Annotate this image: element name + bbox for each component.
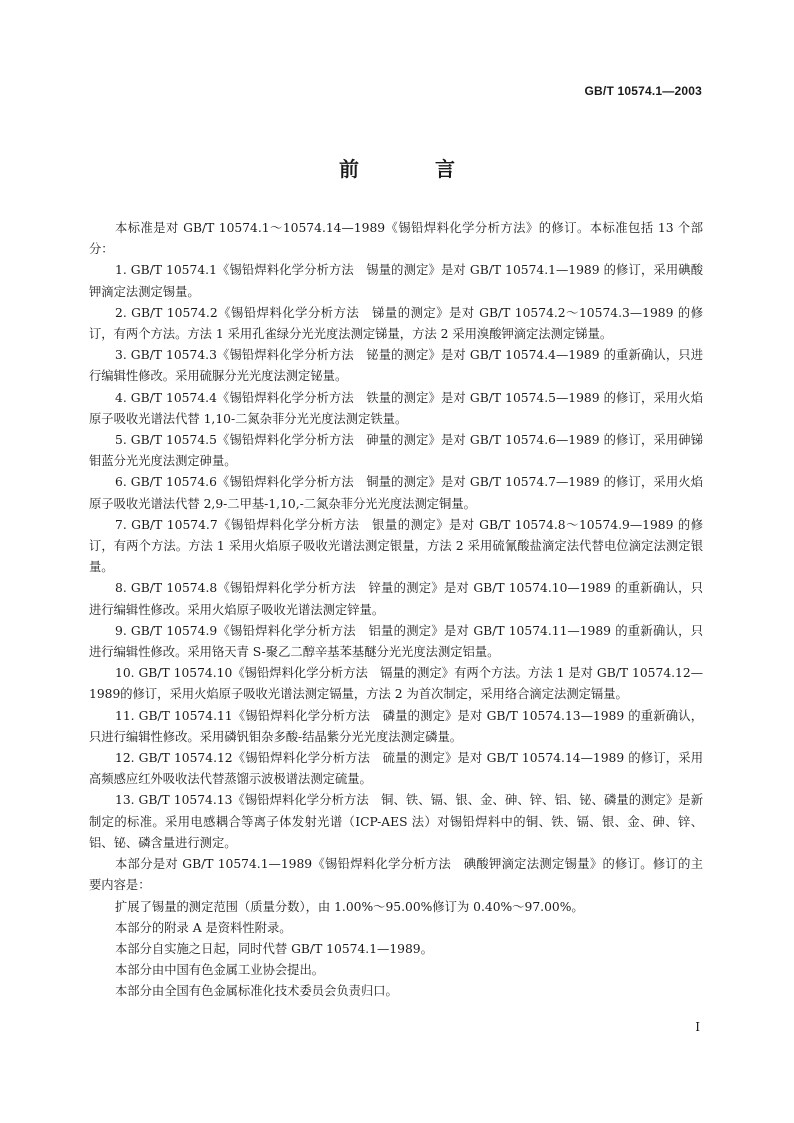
paragraph: 12. GB/T 10574.12《锡铅焊料化学分析方法 硫量的测定》是对 GB/T 10574.14—1989 的修订，采用高频感应红外吸收法代替蒸馏示波极谱法测定硫量。: [89, 751, 703, 787]
paragraph: 本标准是对 GB/T 10574.1～10574.14—1989《锡铅焊料化学分析方法》的修订。本标准包括 13 个部分：: [89, 221, 703, 257]
paragraph: 1. GB/T 10574.1《锡铅焊料化学分析方法 锡量的测定》是对 GB/T 10574.1—1989 的修订，采用碘酸钾滴定法测定锡量。: [89, 263, 703, 299]
paragraph: 本部分由全国有色金属标准化技术委员会负责归口。: [115, 984, 398, 999]
page-title: 前 言: [339, 157, 483, 181]
paragraph: 本部分由中国有色金属工业协会提出。: [115, 963, 325, 978]
paragraph: 8. GB/T 10574.8《锡铅焊料化学分析方法 锌量的测定》是对 GB/T 10574.10—1989 的重新确认，只进行编辑性修改。采用火焰原子吸收光谱法测定锌量。: [89, 581, 703, 617]
paragraph: 4. GB/T 10574.4《锡铅焊料化学分析方法 铁量的测定》是对 GB/T 10574.5—1989 的修订，采用火焰原子吸收光谱法代替 1,10-二氮杂菲分光光度法测定铁量。: [89, 390, 703, 426]
paragraph: 6. GB/T 10574.6《锡铅焊料化学分析方法 铜量的测定》是对 GB/T 10574.7—1989 的修订，采用火焰原子吸收光谱法代替 2,9-二甲基-1,10,-二氮杂菲分光光度法测定铜量。: [89, 475, 703, 511]
paragraph: 10. GB/T 10574.10《锡铅焊料化学分析方法 镉量的测定》有两个方法。方法 1 是对 GB/T 10574.12—1989的修订，采用火焰原子吸收光谱法测定镉量，方法 2 为首次制定，采用络合滴定法测定镉量。: [89, 666, 703, 702]
paragraph: 7. GB/T 10574.7《锡铅焊料化学分析方法 银量的测定》是对 GB/T 10574.8～10574.9—1989 的修订，有两个方法。方法 1 采用火焰原子吸收光谱法测定银量，方法 2 采用硫氰酸盐滴定法代替电位滴定法测定银量。: [89, 517, 703, 575]
paragraph: 9. GB/T 10574.9《锡铅焊料化学分析方法 铝量的测定》是对 GB/T 10574.11—1989 的重新确认，只进行编辑性修改。采用铬天青 S-聚乙二醇辛基苯基醚分光光度法测定铝量。: [89, 623, 703, 660]
paragraph: 本部分自实施之日起，同时代替 GB/T 10574.1—1989。: [115, 941, 433, 956]
paragraph: 13. GB/T 10574.13《锡铅焊料化学分析方法 铜、铁、镉、银、金、砷、锌、铝、铋、磷量的测定》是新制定的标准。采用电感耦合等离子体发射光谱（ICP-AES 法）对锡铅焊料中的铜、铁、镉、银、金、砷、锌、铝、铋、磷含量进行测定。: [89, 793, 703, 850]
paragraph: 扩展了锡量的测定范围（质量分数），由 1.00%～95.00%修订为 0.40%～97.00%。: [115, 899, 584, 914]
paragraph: 11. GB/T 10574.11《锡铅焊料化学分析方法 磷量的测定》是对 GB/T 10574.13—1989 的重新确认，只进行编辑性修改。采用磷钒钼杂多酸-结晶紫分光光度法测定磷量。: [89, 708, 703, 744]
paragraph: 本部分的附录 A 是资料性附录。: [115, 920, 292, 935]
paragraph: 5. GB/T 10574.5《锡铅焊料化学分析方法 砷量的测定》是对 GB/T 10574.6—1989 的修订，采用砷锑钼蓝分光光度法测定砷量。: [89, 433, 703, 469]
paragraph: 3. GB/T 10574.3《锡铅焊料化学分析方法 铋量的测定》是对 GB/T 10574.4—1989 的重新确认，只进行编辑性修改。采用硫脲分光光度法测定铋量。: [89, 348, 703, 384]
document-body: [89, 218, 703, 1003]
standard-code: GB/T 10574.1—2003: [584, 84, 702, 98]
paragraph: 本部分是对 GB/T 10574.1—1989《锡铅焊料化学分析方法 碘酸钾滴定法测定锡量》的修订。修订的主要内容是：: [89, 857, 703, 893]
page-number: I: [695, 1020, 700, 1034]
paragraph: 2. GB/T 10574.2《锡铅焊料化学分析方法 锑量的测定》是对 GB/T 10574.2～10574.3—1989 的修订，有两个方法。方法 1 采用孔雀绿分光光度法测定锑量，方法 2 采用溴酸钾滴定法测定锑量。: [89, 305, 703, 342]
